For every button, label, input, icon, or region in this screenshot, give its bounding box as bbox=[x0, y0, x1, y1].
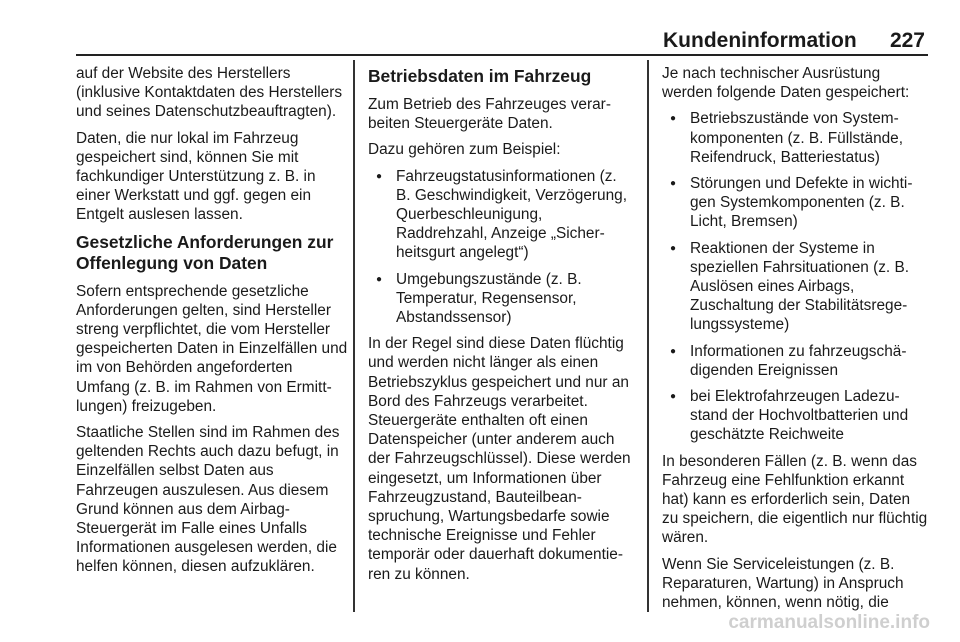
list-item: ● Umgebungszustände (z. B. Temperatur, Regensensor, Abstandssensor) bbox=[368, 270, 634, 328]
page-title: Kundeninformation bbox=[663, 29, 857, 52]
paragraph: Wenn Sie Serviceleistungen (z. B. Reparaturen, Wartung) in Anspruch nehmen, können, wenn nötig, die bbox=[662, 555, 904, 612]
section-heading: Gesetzliche Anforderungen zur Offenlegung von Daten bbox=[76, 231, 334, 273]
paragraph: In besonderen Fällen (z. B. wenn das Fahrzeug eine Fehlfunktion erkannt hat) kann es erforderlich sein, Daten zu speichern, die eigentlich nur flüchtig wären. bbox=[662, 452, 928, 547]
section-heading: Betriebsdaten im Fahrzeug bbox=[368, 66, 592, 86]
paragraph: Daten, die nur lokal im Fahrzeug gespeichert sind, können Sie mit fachkundiger Unterstützung z. B. in einer Werkstatt und ggf. gegen ein Entgelt auslesen lassen. bbox=[76, 129, 316, 224]
column-divider bbox=[647, 60, 649, 612]
column-divider bbox=[353, 60, 355, 612]
list-item: ● Reaktionen der Systeme in speziellen Fahrsituationen (z. B. Auslösen eines Airbags, Zuschaltung der Stabilitätsregelungssysteme) bbox=[662, 239, 928, 335]
paragraph: Staatliche Stellen sind im Rahmen des geltenden Rechts auch dazu befugt, in Einzelfällen selbst Daten aus Fahrzeugen auszulesen. Aus diesem Grund können aus dem Airbag-Steuergerät im Falle eines Unfalls Informationen ausgelesen werden, die helfen können, diesen aufzuklären. bbox=[76, 424, 340, 576]
list-item: ● Fahrzeugstatusinformationen (z. B. Geschwindigkeit, Verzögerung, Querbeschleunigung, Raddrehzahl, Anzeige „Sicherheitsgurt angelegt“) bbox=[368, 167, 634, 263]
paragraph: Je nach technischer Ausrüstung werden folgende Daten gespeichert: bbox=[662, 65, 910, 102]
page-header bbox=[663, 24, 925, 54]
column-middle bbox=[368, 64, 634, 591]
paragraph: In der Regel sind diese Daten flüchtig und werden nicht länger als einen Betriebszyklus gespeichert und nur an Bord des Fahrzeugs verarbeitet. Steuergeräte enthalten oft einen Datenspeicher (unter anderem auch der Fahrzeugschlüssel). Diese werden eingesetzt, um Informationen über Fahrzeugzustand, Bauteilbeanspruchung, Wartungsbedarfe sowie technische Ereignisse und Fehler temporär oder dauerhaft dokumentieren zu können. bbox=[368, 335, 631, 583]
list-item: ● bei Elektrofahrzeugen Ladezustand der Hochvoltbatterien und geschätzte Reichweite bbox=[662, 387, 928, 445]
watermark: carmanualsonline.info bbox=[728, 612, 930, 633]
paragraph: Zum Betrieb des Fahrzeuges verarbeiten Steuergeräte Daten. bbox=[368, 96, 611, 133]
paragraph: auf der Website des Herstellers (inklusive Kontaktdaten des Herstellers und seines Datenschutzbeauftragten). bbox=[76, 65, 343, 121]
page-number: 227 bbox=[889, 29, 925, 52]
column-right bbox=[662, 64, 928, 619]
list-item: ● Informationen zu fahrzeugschädigenden Ereignissen bbox=[662, 342, 928, 380]
list-item: ● Störungen und Defekte in wichtigen Systemkomponenten (z. B. Licht, Bremsen) bbox=[662, 174, 928, 232]
column-left bbox=[76, 64, 348, 584]
paragraph: Dazu gehören zum Beispiel: bbox=[368, 141, 561, 159]
paragraph: Sofern entsprechende gesetzliche Anforderungen gelten, sind Hersteller streng verpflichtet, die vom Hersteller gespeicherten Daten in Einzelfällen und im von Behörden angeforderten Umfang (z. B. im Rahmen von Ermittlungen) freizugeben. bbox=[76, 282, 348, 415]
list-item: ● Betriebszustände von Systemkomponenten (z. B. Füllstände, Reifendruck, Batteriestatus) bbox=[662, 109, 928, 167]
header-rule bbox=[76, 54, 928, 56]
bullet-list bbox=[368, 167, 634, 328]
bullet-list bbox=[662, 109, 928, 444]
